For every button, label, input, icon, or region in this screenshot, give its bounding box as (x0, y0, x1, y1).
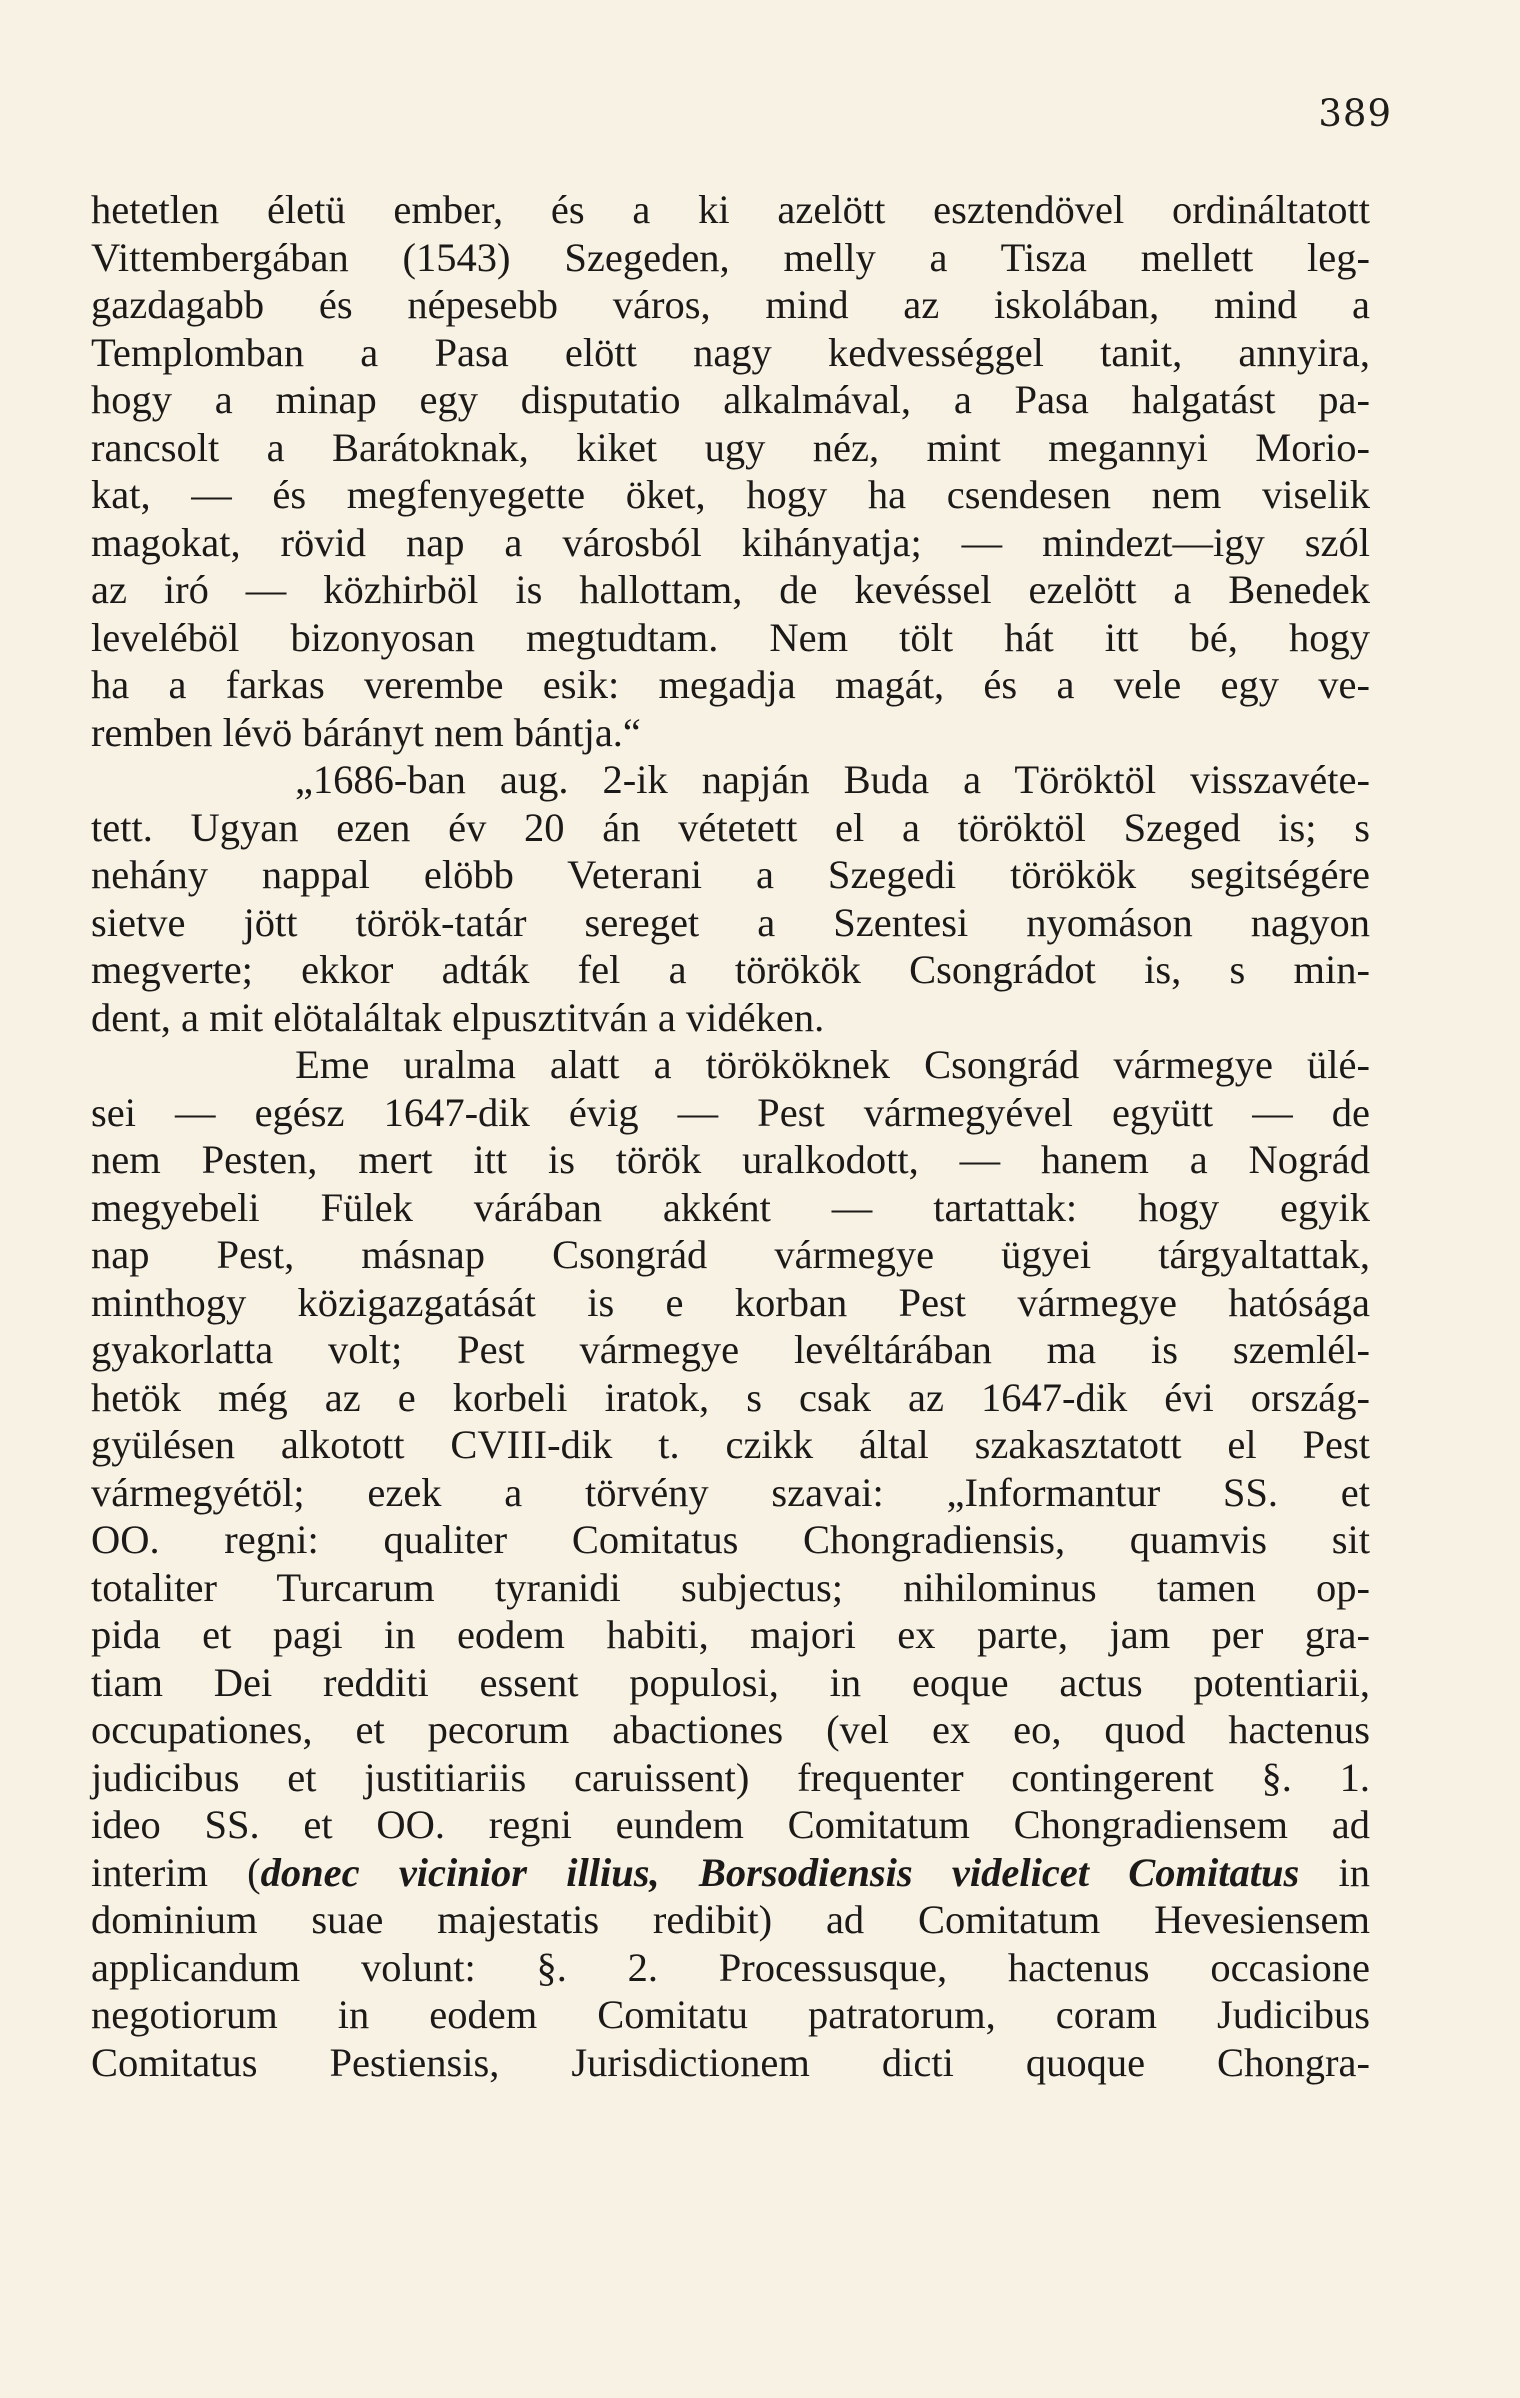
text-line: gazdagabb és népesebb város, mind az iskolában, mind a (91, 282, 1370, 327)
text-line: Comitatus Pestiensis, Jurisdictionem dicti quoque Chongra- (91, 2039, 1370, 2085)
body-text (91, 186, 1370, 2086)
text-line: applicandum volunt: §. 2. Processusque, hactenus occasione (91, 1944, 1370, 1990)
text-line: sietve jött török-tatár sereget a Szentesi nyomáson nagyon (91, 899, 1370, 945)
text-line: hetetlen életü ember, és a ki azelött esztendövel ordináltatott (91, 187, 1370, 232)
text-line: rancsolt a Barátoknak, kiket ugy néz, mint megannyi Morio- (91, 424, 1370, 470)
page-number: 389 (1318, 92, 1392, 135)
text-line: negotiorum in eodem Comitatu patratorum, coram Judicibus (91, 1992, 1370, 2037)
text-line: occupationes, et pecorum abactiones (vel ex eo, quod hactenus (91, 1707, 1370, 1752)
text-line: totaliter Turcarum tyranidi subjectus; nihilominus tamen op- (91, 1564, 1370, 1610)
text-line: Vittembergában (1543) Szegeden, melly a Tisza mellett leg- (91, 234, 1370, 280)
text-line: pida et pagi in eodem habiti, majori ex parte, jam per gra- (91, 1612, 1370, 1657)
text-line: ha a farkas verembe esik: megadja magát, és a vele egy ve- (91, 662, 1370, 707)
text-line: dominium suae majestatis redibit) ad Comitatum Hevesiensem (91, 1897, 1370, 1942)
text-segment: in (1299, 1849, 1370, 1895)
italic-text-segment: donec vicinior illius, Borsodiensis videlicet Comitatus (260, 1849, 1300, 1895)
text-line: sei — egész 1647-dik évig — Pest vármegyével együtt — de (91, 1089, 1370, 1135)
text-line: judicibus et justitiariis caruissent) frequenter contingerent §. 1. (91, 1754, 1370, 1800)
text-line: „1686-ban aug. 2-ik napján Buda a Töröktöl visszavéte- (91, 757, 1370, 802)
text-line: Eme uralma alatt a törököknek Csongrád vármegye ülé- (91, 1042, 1370, 1087)
text-line: dent, a mit elötaláltak elpusztitván a vidéken. (91, 994, 825, 1040)
text-line: megyebeli Fülek várában akként — tartattak: hogy egyik (91, 1184, 1370, 1230)
text-line: hetök még az e korbeli iratok, s csak az 1647-dik évi ország- (91, 1374, 1370, 1420)
text-line: tett. Ugyan ezen év 20 án vétetett el a töröktöl Szeged is; s (91, 804, 1370, 850)
text-line: leveléböl bizonyosan megtudtam. Nem tölt hát itt bé, hogy (91, 614, 1370, 660)
text-line: nap Pest, másnap Csongrád vármegye ügyei tárgyaltattak, (91, 1232, 1370, 1277)
text-line: minthogy közigazgatását is e korban Pest vármegye hatósága (91, 1279, 1370, 1325)
text-segment: interim ( (91, 1849, 261, 1895)
text-line (91, 1849, 1370, 1897)
text-line: nem Pesten, mert itt is török uralkodott, — hanem a Nográd (91, 1137, 1370, 1182)
text-line: kat, — és megfenyegette öket, hogy ha csendesen nem viselik (91, 472, 1370, 517)
text-line: hogy a minap egy disputatio alkalmával, a Pasa halgatást pa- (91, 377, 1370, 422)
text-line: nehány nappal elöbb Veterani a Szegedi törökök segitségére (91, 852, 1370, 897)
text-line: remben lévö bárányt nem bántja.“ (91, 709, 641, 755)
text-line: megverte; ekkor adták fel a törökök Csongrádot is, s min- (91, 947, 1370, 992)
text-line: gyülésen alkotott CVIII-dik t. czikk által szakasztatott el Pest (91, 1422, 1370, 1467)
text-line: magokat, rövid nap a városból kihányatja; — mindezt—igy szól (91, 519, 1370, 565)
text-line: ideo SS. et OO. regni eundem Comitatum Chongradiensem ad (91, 1802, 1370, 1847)
text-line: vármegyétöl; ezek a törvény szavai: „Informantur SS. et (91, 1469, 1370, 1515)
text-line: tiam Dei redditi essent populosi, in eoque actus potentiarii, (91, 1659, 1370, 1705)
text-line: Templomban a Pasa elött nagy kedvességgel tanit, annyira, (91, 329, 1370, 375)
text-line: az iró — közhirböl is hallottam, de kevéssel ezelött a Benedek (91, 567, 1370, 612)
text-line: gyakorlatta volt; Pest vármegye levéltárában ma is szemlél- (91, 1327, 1370, 1372)
text-line: OO. regni: qualiter Comitatus Chongradiensis, quamvis sit (91, 1517, 1370, 1562)
